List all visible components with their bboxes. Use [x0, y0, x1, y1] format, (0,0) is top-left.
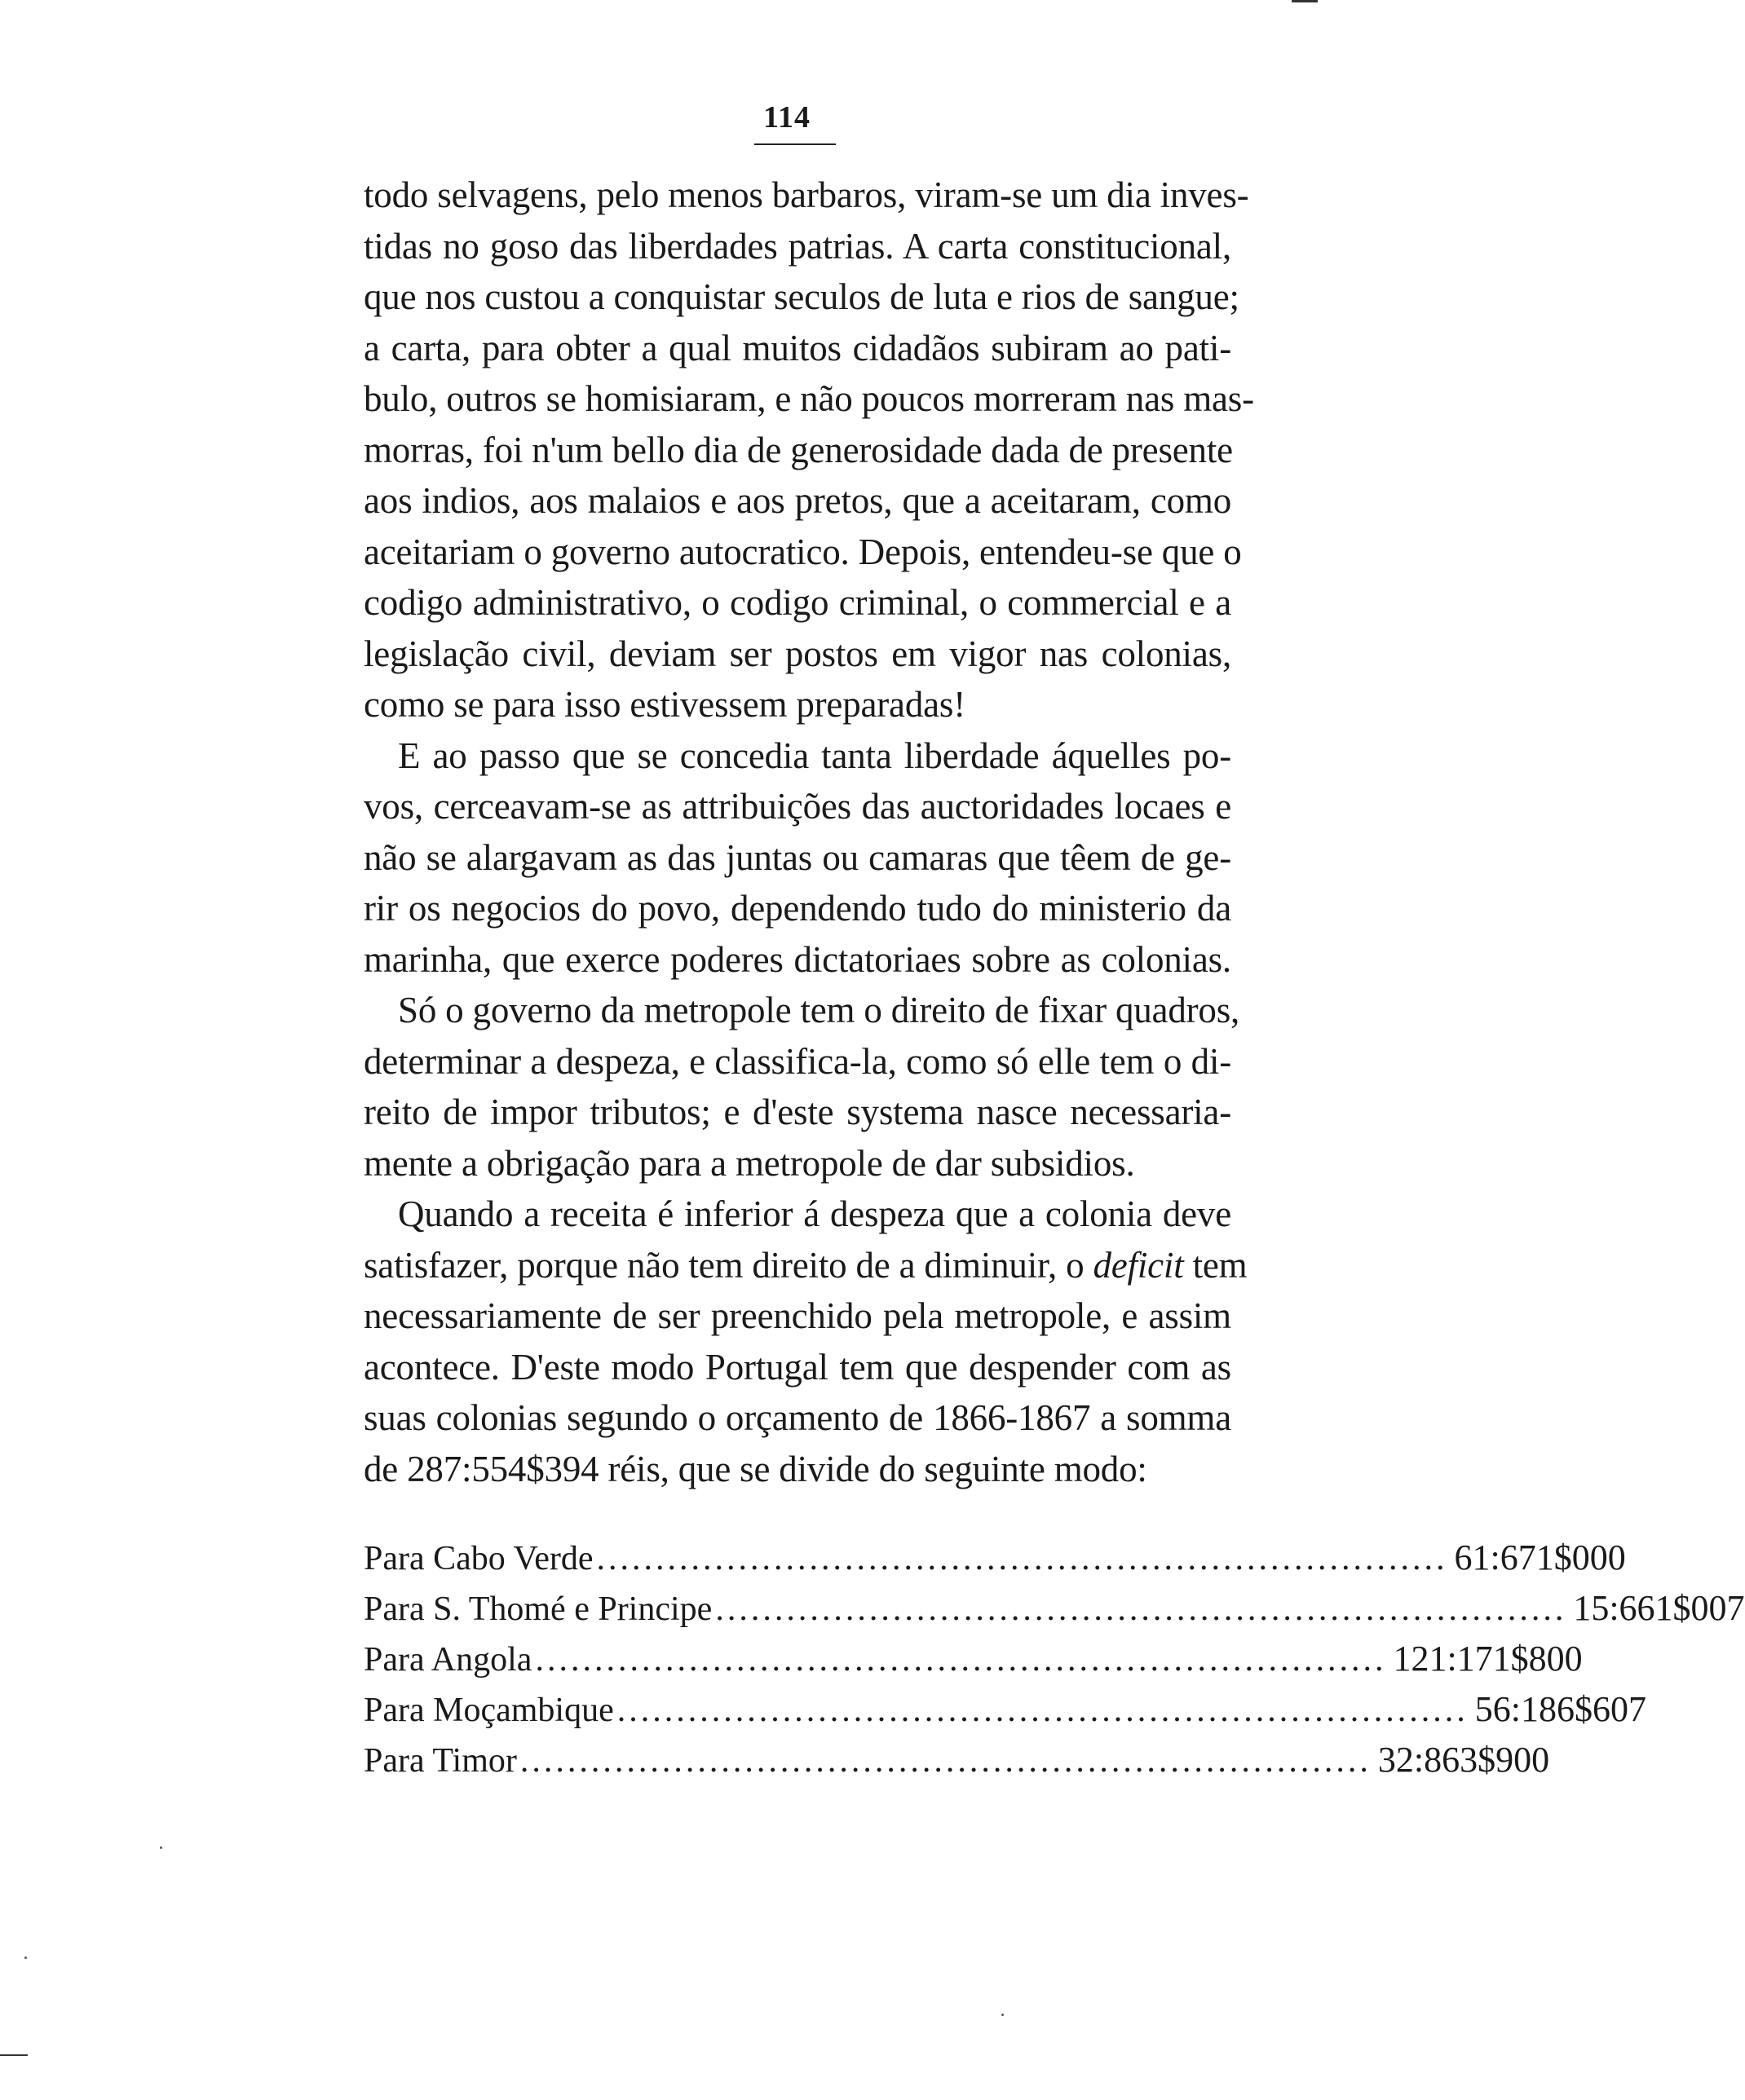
- text-line: Só o governo da metropole tem o direito de fixar quadros,: [398, 990, 1240, 1030]
- dot-leader: ........................................................................: [616, 1692, 1469, 1729]
- text-line: legislação civil, deviam ser postos em vigor nas colonias,: [364, 633, 1231, 674]
- budget-row: [364, 1583, 1745, 1634]
- budget-row: [364, 1634, 1583, 1684]
- text-line: aceitariam o governo autocratico. Depois, entendeu-se que o: [364, 531, 1242, 572]
- text-line: como se para isso estivessem preparadas!: [364, 684, 965, 725]
- budget-amount: 56:186$607: [1474, 1689, 1646, 1729]
- budget-amount: 15:661$007: [1573, 1588, 1745, 1628]
- text-line: de 287:554$394 réis, que se divide do seguinte modo:: [364, 1448, 1147, 1489]
- budget-label: Para Cabo Verde: [364, 1540, 594, 1577]
- budget-row: [364, 1735, 1550, 1785]
- scan-speck: [1001, 2014, 1004, 2016]
- italic-term: deficit: [1093, 1244, 1184, 1286]
- budget-label: Para Moçambique: [364, 1692, 614, 1729]
- scan-edge-mark: [0, 2054, 28, 2056]
- dot-leader: ........................................................................: [535, 1641, 1387, 1679]
- text-line: morras, foi n'um bello dia de generosidade dada de presente: [364, 429, 1233, 470]
- text-line: suas colonias segundo o orçamento de 1866-1867 a somma: [364, 1397, 1231, 1438]
- dot-leader: ........................................................................: [596, 1540, 1448, 1577]
- text-line: necessariamente de ser preenchido pela metropole, e assim: [364, 1295, 1231, 1336]
- budget-label: Para S. Thomé e Principe: [364, 1590, 713, 1628]
- paragraph-3: [364, 985, 1240, 1189]
- budget-label: Para Timor: [364, 1742, 517, 1780]
- text-line: mente a obrigação para a metropole de dar subsidios.: [364, 1142, 1135, 1184]
- paragraph-1: [364, 170, 1254, 730]
- text-line: vos, cerceavam-se as attribuições das auctoridades locaes e: [364, 786, 1231, 827]
- text-line: que nos custou a conquistar seculos de luta e rios de sangue;: [364, 276, 1239, 317]
- text-line: acontece. D'este modo Portugal tem que despender com as: [364, 1346, 1231, 1388]
- text-line: aos indios, aos malaios e aos pretos, que a aceitaram, como: [364, 480, 1231, 521]
- text-run: satisfazer, porque não tem direito de a diminuir, o: [364, 1244, 1093, 1286]
- text-line: marinha, que exerce poderes dictatoriaes sobre as colonias.: [364, 938, 1231, 980]
- text-line: codigo administrativo, o codigo criminal, o commercial e a: [364, 582, 1231, 623]
- dot-leader: ........................................................................: [715, 1590, 1567, 1628]
- budget-row: [364, 1533, 1626, 1583]
- paragraph-2: [364, 730, 1231, 986]
- scan-edge-mark: [1292, 0, 1318, 2]
- budget-amount: 32:863$900: [1377, 1740, 1550, 1780]
- budget-amount: 61:671$000: [1454, 1538, 1626, 1577]
- text-line: tidas no goso das liberdades patrias. A carta constitucional,: [364, 225, 1231, 267]
- text-run: tem: [1183, 1244, 1248, 1286]
- text-line: não se alargavam as das juntas ou camaras que têem de ge-: [364, 836, 1231, 878]
- dot-leader: ........................................................................: [519, 1742, 1372, 1780]
- page-number-rule: [754, 143, 836, 145]
- page-number: 114: [763, 100, 811, 135]
- scan-speck: [24, 1957, 27, 1959]
- text-line-with-italic: [364, 1240, 1248, 1291]
- budget-row: [364, 1684, 1646, 1735]
- text-line: E ao passo que se concedia tanta liberdade áquelles po-: [398, 735, 1231, 776]
- text-line: Quando a receita é inferior á despeza que a colonia deve: [398, 1193, 1231, 1234]
- text-line: determinar a despeza, e classifica-la, como só elle tem o di-: [364, 1040, 1231, 1082]
- body-text: [364, 170, 1254, 1494]
- scan-speck: [160, 1846, 162, 1849]
- text-line: reito de impor tributos; e d'este systema nasce necessaria-: [364, 1092, 1231, 1132]
- text-line: bulo, outros se homisiaram, e não poucos morreram nas mas-: [364, 378, 1254, 419]
- paragraph-4: [364, 1189, 1248, 1494]
- text-line: todo selvagens, pelo menos barbaros, viram-se um dia inves-: [364, 174, 1249, 215]
- budget-table: [364, 1533, 1745, 1785]
- text-line: a carta, para obter a qual muitos cidadãos subiram ao pati-: [364, 327, 1231, 368]
- budget-label: Para Angola: [364, 1641, 532, 1679]
- budget-amount: 121:171$800: [1393, 1639, 1583, 1679]
- text-line: rir os negocios do povo, dependendo tudo do ministerio da: [364, 888, 1231, 929]
